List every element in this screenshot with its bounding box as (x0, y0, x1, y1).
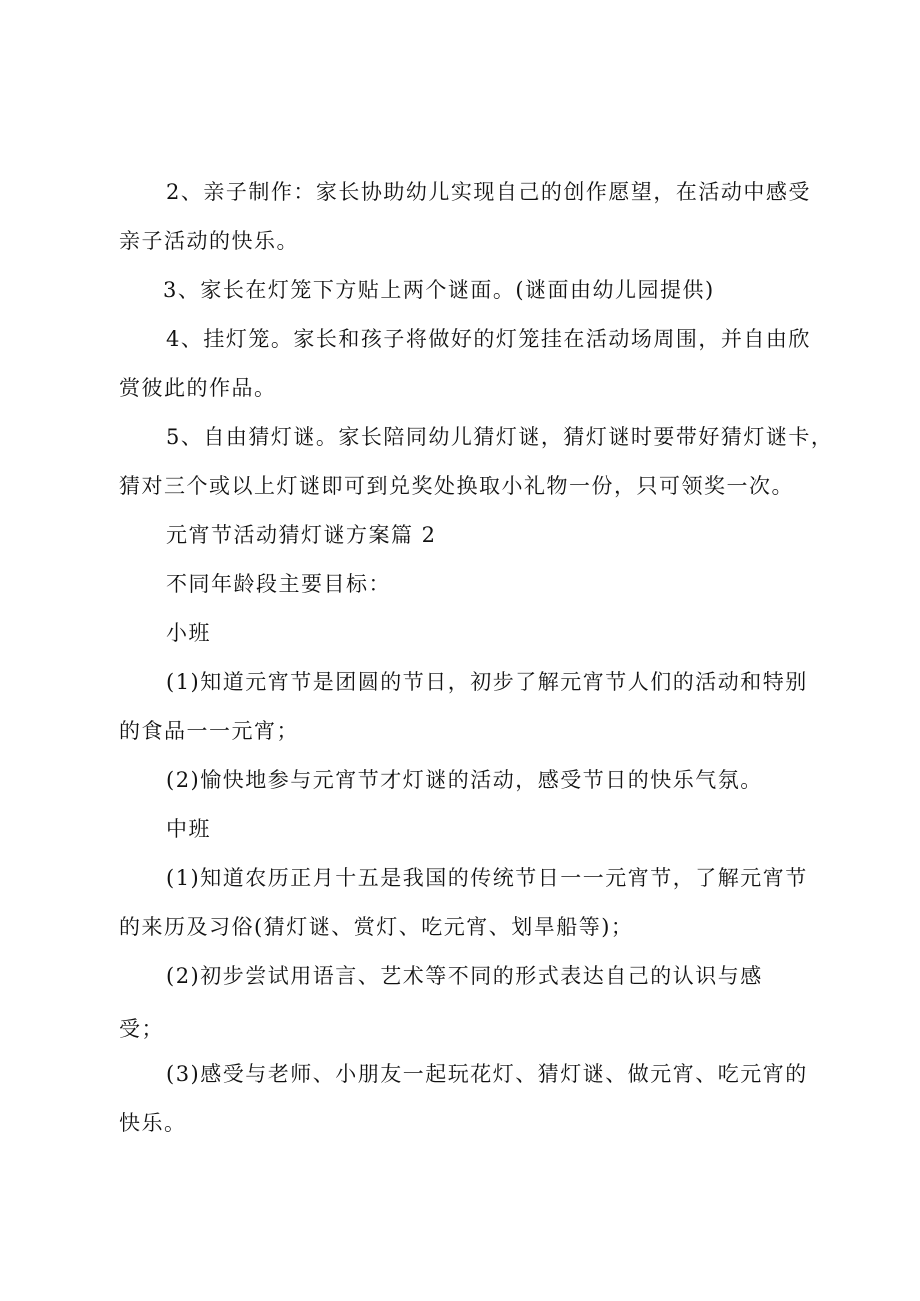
small-class-goal-2: (2)愉快地参与元宵节才灯谜的活动，感受节日的快乐气氛。 (166, 768, 763, 792)
paragraph-item-5-line-1: 5、自由猜灯谜。家长陪同幼儿猜灯谜，猜灯谜时要带好猜灯谜卡， (166, 425, 834, 449)
section-heading: 元宵节活动猜灯谜方案篇 2 (166, 523, 437, 547)
middle-class-goal-1-line-2: 的来历及习俗(猜灯谜、赏灯、吃元宵、划旱船等)； (119, 915, 634, 939)
paragraph-item-3: 3、家长在灯笼下方贴上两个谜面。(谜面由幼儿园提供) (163, 278, 715, 302)
paragraph-item-2-line-1: 2、亲子制作：家长协助幼儿实现自己的创作愿望，在活动中感受 (166, 180, 811, 204)
goals-heading: 不同年龄段主要目标： (166, 572, 391, 596)
middle-class-goal-3-line-1: (3)感受与老师、小朋友一起玩花灯、猜灯谜、做元宵、吃元宵的 (166, 1062, 808, 1086)
middle-class-goal-2-line-2: 受； (119, 1017, 164, 1041)
paragraph-item-5-line-2: 猜对三个或以上灯谜即可到兑奖处换取小礼物一份，只可领奖一次。 (119, 474, 794, 498)
paragraph-item-4-line-2: 赏彼此的作品。 (119, 376, 277, 400)
class-heading-middle: 中班 (166, 817, 211, 841)
middle-class-goal-3-line-2: 快乐。 (119, 1111, 187, 1135)
middle-class-goal-2-line-1: (2)初步尝试用语言、艺术等不同的形式表达自己的认识与感 (166, 964, 763, 988)
small-class-goal-1-line-1: (1)知道元宵节是团圆的节日，初步了解元宵节人们的活动和特别 (166, 670, 808, 694)
small-class-goal-1-line-2: 的食品一一元宵； (119, 719, 299, 743)
paragraph-item-4-line-1: 4、挂灯笼。家长和孩子将做好的灯笼挂在活动场周围，并自由欣 (166, 327, 811, 351)
paragraph-item-2-line-2: 亲子活动的快乐。 (119, 229, 299, 253)
class-heading-small: 小班 (166, 621, 211, 645)
middle-class-goal-1-line-1: (1)知道农历正月十五是我国的传统节日一一元宵节，了解元宵节 (166, 866, 808, 890)
